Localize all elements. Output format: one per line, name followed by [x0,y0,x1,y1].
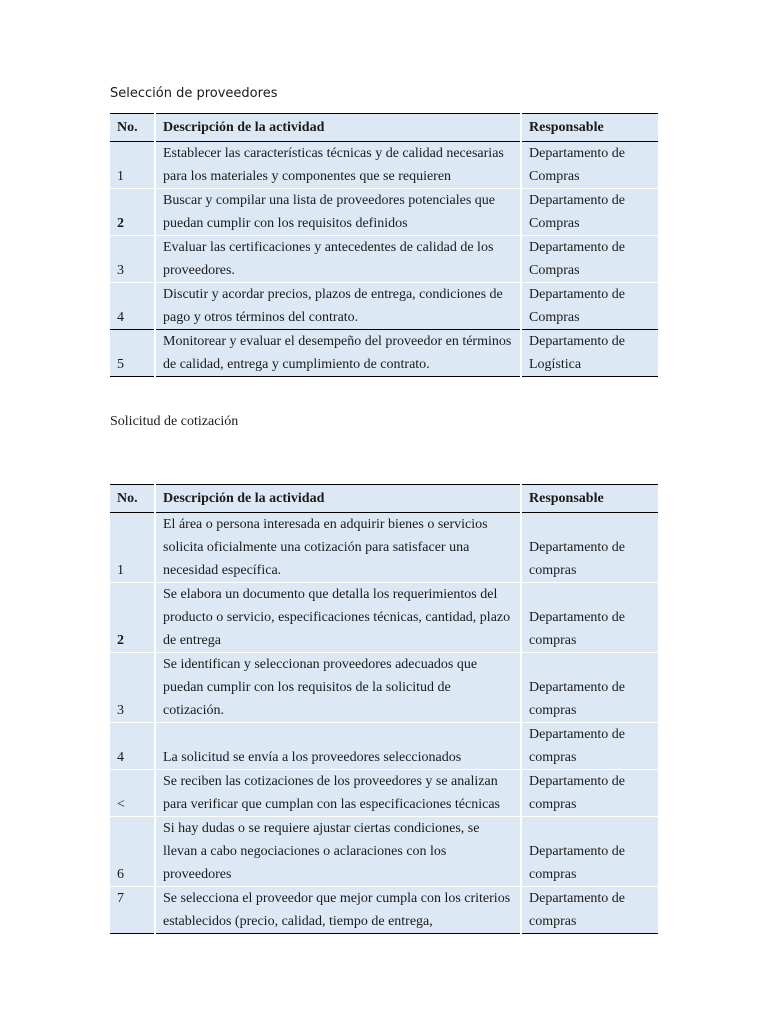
header-descripcion: Descripción de la actividad [155,114,521,142]
row-description: Se elabora un documento que detalla los requerimientos del producto o servicio, especificaciones técnicas, cantidad, plazo de entrega [155,583,521,653]
row-responsible: Departamento de compras [521,817,658,887]
row-description: Si hay dudas o se requiere ajustar ciertas condiciones, se llevan a cabo negociaciones o aclaraciones con los proveedores [155,817,521,887]
table-row [110,723,658,770]
header-responsable: Responsable [521,114,658,142]
row-number: 3 [110,236,155,283]
row-description: Establecer las características técnicas y de calidad necesarias para los materiales y componentes que se requieren [155,142,521,189]
row-responsible: Departamento de Compras [521,189,658,236]
row-description: Se reciben las cotizaciones de los proveedores y se analizan para verificar que cumplan con las especificaciones técnicas [155,770,521,817]
row-number: 3 [110,653,155,723]
row-description: Se selecciona el proveedor que mejor cumpla con los criterios establecidos (precio, calidad, tiempo de entrega, [155,887,521,934]
table-row [110,653,658,723]
row-number: 7 [110,887,155,934]
row-number: 5 [110,330,155,377]
row-description: Buscar y compilar una lista de proveedores potenciales que puedan cumplir con los requisitos definidos [155,189,521,236]
row-responsible: Departamento de compras [521,513,658,583]
row-number: 1 [110,513,155,583]
row-responsible: Departamento de compras [521,770,658,817]
row-number: 4 [110,723,155,770]
row-description: El área o persona interesada en adquirir bienes o servicios solicita oficialmente una cotización para satisfacer una necesidad específica. [155,513,521,583]
table-row [110,283,658,330]
row-responsible: Departamento de Logística [521,330,658,377]
table-row [110,817,658,887]
header-no: No. [110,485,155,513]
row-responsible: Departamento de compras [521,723,658,770]
table-row [110,583,658,653]
header-no: No. [110,114,155,142]
table-header-row [110,485,658,513]
header-responsable: Responsable [521,485,658,513]
row-responsible: Departamento de compras [521,653,658,723]
row-number: 1 [110,142,155,189]
row-description: La solicitud se envía a los proveedores seleccionados [155,723,521,770]
table-solicitud-cotizacion [110,484,658,934]
row-responsible: Departamento de compras [521,887,658,934]
row-number: 2 [110,189,155,236]
table-row [110,189,658,236]
table-row [110,330,658,377]
row-description: Discutir y acordar precios, plazos de entrega, condiciones de pago y otros términos del contrato. [155,283,521,330]
row-responsible: Departamento de compras [521,583,658,653]
row-description: Se identifican y seleccionan proveedores adecuados que puedan cumplir con los requisitos de la solicitud de cotización. [155,653,521,723]
header-descripcion: Descripción de la actividad [155,485,521,513]
row-number: 6 [110,817,155,887]
table-row [110,142,658,189]
table-row [110,770,658,817]
row-responsible: Departamento de Compras [521,236,658,283]
row-responsible: Departamento de Compras [521,142,658,189]
table-row [110,513,658,583]
row-description: Monitorear y evaluar el desempeño del proveedor en términos de calidad, entrega y cumplimiento de contrato. [155,330,521,377]
section-title-cotizacion: Solicitud de cotización [110,414,239,429]
row-number: < [110,770,155,817]
section-title-seleccion: Selección de proveedores [110,86,278,101]
table-header-row [110,114,658,142]
row-number: 2 [110,583,155,653]
table-row [110,887,658,934]
row-responsible: Departamento de Compras [521,283,658,330]
table-seleccion-proveedores [110,113,658,377]
row-description: Evaluar las certificaciones y antecedentes de calidad de los proveedores. [155,236,521,283]
row-number: 4 [110,283,155,330]
table-row [110,236,658,283]
